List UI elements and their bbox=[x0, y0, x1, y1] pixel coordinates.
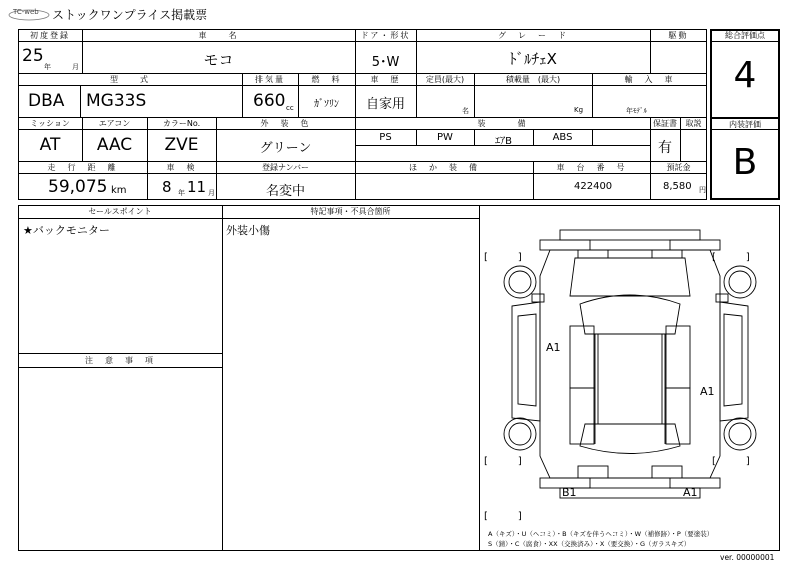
door-front-left bbox=[570, 326, 594, 388]
mission: AT bbox=[39, 135, 61, 155]
warranty: 有 bbox=[658, 140, 672, 156]
manual-label: 取説 bbox=[685, 119, 702, 128]
stock-no: 422400 bbox=[574, 181, 613, 192]
legend-line-1: A（キズ）・U（ヘコミ）・B（キズを伴うヘコミ）・W（補修跡）・P（要塗装） bbox=[488, 530, 714, 538]
plate: 名変中 bbox=[265, 184, 305, 199]
color-no-label: カラーNo. bbox=[162, 119, 201, 128]
car-name-label: 車 名 bbox=[198, 31, 239, 40]
history: 自家用 bbox=[365, 97, 405, 112]
equipment-item: PW bbox=[437, 132, 453, 143]
damage-mark: A1 bbox=[700, 385, 715, 398]
displacement-unit: cc bbox=[286, 104, 294, 112]
warranty-label: 保証書 bbox=[653, 119, 677, 128]
overall-rating-value: 4 bbox=[733, 55, 757, 96]
model-prefix: DBA bbox=[28, 91, 65, 111]
price-unit: 円 bbox=[699, 186, 706, 194]
header-logo bbox=[8, 6, 50, 19]
bracket-bottom: [ ] bbox=[484, 511, 522, 522]
capacity-label: 定員(最大) bbox=[425, 75, 465, 84]
door-type: 5･W bbox=[371, 55, 400, 70]
windshield bbox=[580, 295, 680, 334]
color-no: ZVE bbox=[164, 135, 199, 155]
fuel: ｶﾞｿﾘﾝ bbox=[314, 99, 339, 110]
first-reg-year-unit: 年 bbox=[44, 63, 51, 71]
displacement-label: 排気量 bbox=[255, 75, 285, 84]
equipment-item: PS bbox=[379, 132, 392, 143]
bracket-front-right: [ ] bbox=[712, 252, 750, 263]
notes-text: 外装小傷 bbox=[226, 224, 270, 237]
mission-label: ミッション bbox=[30, 119, 70, 128]
front-bumper-left-part bbox=[540, 240, 590, 250]
bracket-rear-right: [ ] bbox=[712, 456, 750, 467]
head-lamp-left bbox=[578, 250, 608, 258]
inspection-month: 11 bbox=[187, 178, 207, 196]
exterior-color-label: 外 装 色 bbox=[260, 119, 311, 128]
aircon-label: エアコン bbox=[98, 119, 131, 128]
interior-rating-value: B bbox=[732, 142, 758, 183]
roof bbox=[598, 334, 662, 424]
mileage: 59,075 bbox=[48, 177, 108, 197]
inspection-month-unit: 月 bbox=[208, 189, 215, 197]
legend-line-2: S（錆）・C（腐食）・XX（交換済み）・X（要交換）・G（ガラスキズ） bbox=[488, 540, 691, 548]
side-window-left bbox=[518, 314, 536, 406]
first-reg-month-unit: 月 bbox=[72, 63, 79, 71]
history-label: 車 歴 bbox=[370, 75, 401, 84]
sales-point-label: セールスポイント bbox=[88, 207, 152, 216]
sales-point-text: ★バックモニター bbox=[23, 224, 110, 237]
inspection-year: 8 bbox=[162, 178, 172, 196]
equipment-item: ｴｱB bbox=[495, 136, 512, 147]
first-reg-label: 初度登録 bbox=[30, 31, 70, 40]
car-name: モコ bbox=[203, 51, 234, 69]
load-label: 積載量 (最大) bbox=[505, 75, 561, 84]
page-title: ストックワンプライス掲載票 bbox=[52, 8, 208, 22]
body-outline bbox=[540, 250, 720, 478]
grade: ﾄﾞﾙﾁｪX bbox=[509, 50, 557, 68]
inspection-label: 車 検 bbox=[166, 163, 197, 172]
model: MG33S bbox=[86, 91, 147, 111]
model-label: 型 式 bbox=[110, 75, 150, 84]
equipment-label: 装 備 bbox=[477, 119, 528, 128]
caution-label: 注 意 事 項 bbox=[85, 356, 155, 365]
mirror-right bbox=[716, 294, 728, 302]
overall-rating-label: 総合評価点 bbox=[725, 31, 765, 40]
other-equipment-label: ほ か 装 備 bbox=[409, 163, 479, 172]
bracket-front-left: [ ] bbox=[484, 252, 522, 263]
tail-lamp-left bbox=[578, 466, 608, 478]
wheel-rear-right bbox=[724, 418, 756, 450]
wheel-front-right bbox=[724, 266, 756, 298]
door-type-label: ドア・形状 bbox=[360, 31, 411, 40]
interior-rating-label: 内装評価 bbox=[729, 120, 761, 129]
mirror-left bbox=[532, 294, 544, 302]
exterior-color: グリーン bbox=[259, 141, 312, 156]
damage-mark: A1 bbox=[683, 486, 698, 499]
car-damage-diagram bbox=[480, 206, 779, 550]
mileage-unit: km bbox=[111, 185, 127, 196]
mileage-label: 走 行 距 離 bbox=[47, 163, 118, 172]
grade-label: グ レ ー ド bbox=[498, 31, 568, 40]
wheel-front-left bbox=[504, 266, 536, 298]
tail-lamp-right bbox=[652, 466, 682, 478]
wheel-rear-left bbox=[504, 418, 536, 450]
first-reg-year: 25 bbox=[22, 46, 44, 66]
logo-text: TC-web bbox=[13, 8, 39, 16]
bracket-rear-left: [ ] bbox=[484, 456, 522, 467]
door-front-right bbox=[666, 326, 690, 388]
equipment-item: ABS bbox=[552, 132, 573, 143]
notes-label: 特記事項・不具合箇所 bbox=[310, 207, 391, 216]
load-unit: Kg bbox=[574, 106, 584, 114]
import-model-year: 年ﾓﾃﾞﾙ bbox=[626, 107, 647, 115]
rear-bumper bbox=[560, 488, 700, 498]
inspection-year-unit: 年 bbox=[178, 189, 185, 197]
version: ver. 00000001 bbox=[720, 553, 775, 562]
side-window-right bbox=[724, 314, 742, 406]
aircon: AAC bbox=[96, 135, 133, 155]
damage-mark: A1 bbox=[546, 341, 561, 354]
damage-mark: B1 bbox=[562, 486, 577, 499]
stock-no-label: 車 台 番 号 bbox=[556, 163, 627, 172]
capacity-unit: 名 bbox=[462, 107, 469, 115]
fuel-label: 燃 料 bbox=[311, 75, 342, 84]
displacement: 660 bbox=[253, 91, 286, 111]
price: 8,580 bbox=[663, 181, 692, 192]
drive-label: 駆動 bbox=[668, 31, 689, 40]
plate-label: 登録ナンバー bbox=[261, 163, 310, 172]
hood bbox=[570, 258, 690, 296]
front-bumper bbox=[560, 230, 700, 240]
front-bumper-right-part bbox=[670, 240, 720, 250]
import-label: 輸 入 車 bbox=[624, 75, 675, 84]
price-label: 預託金 bbox=[666, 163, 691, 172]
head-lamp-right bbox=[652, 250, 682, 258]
